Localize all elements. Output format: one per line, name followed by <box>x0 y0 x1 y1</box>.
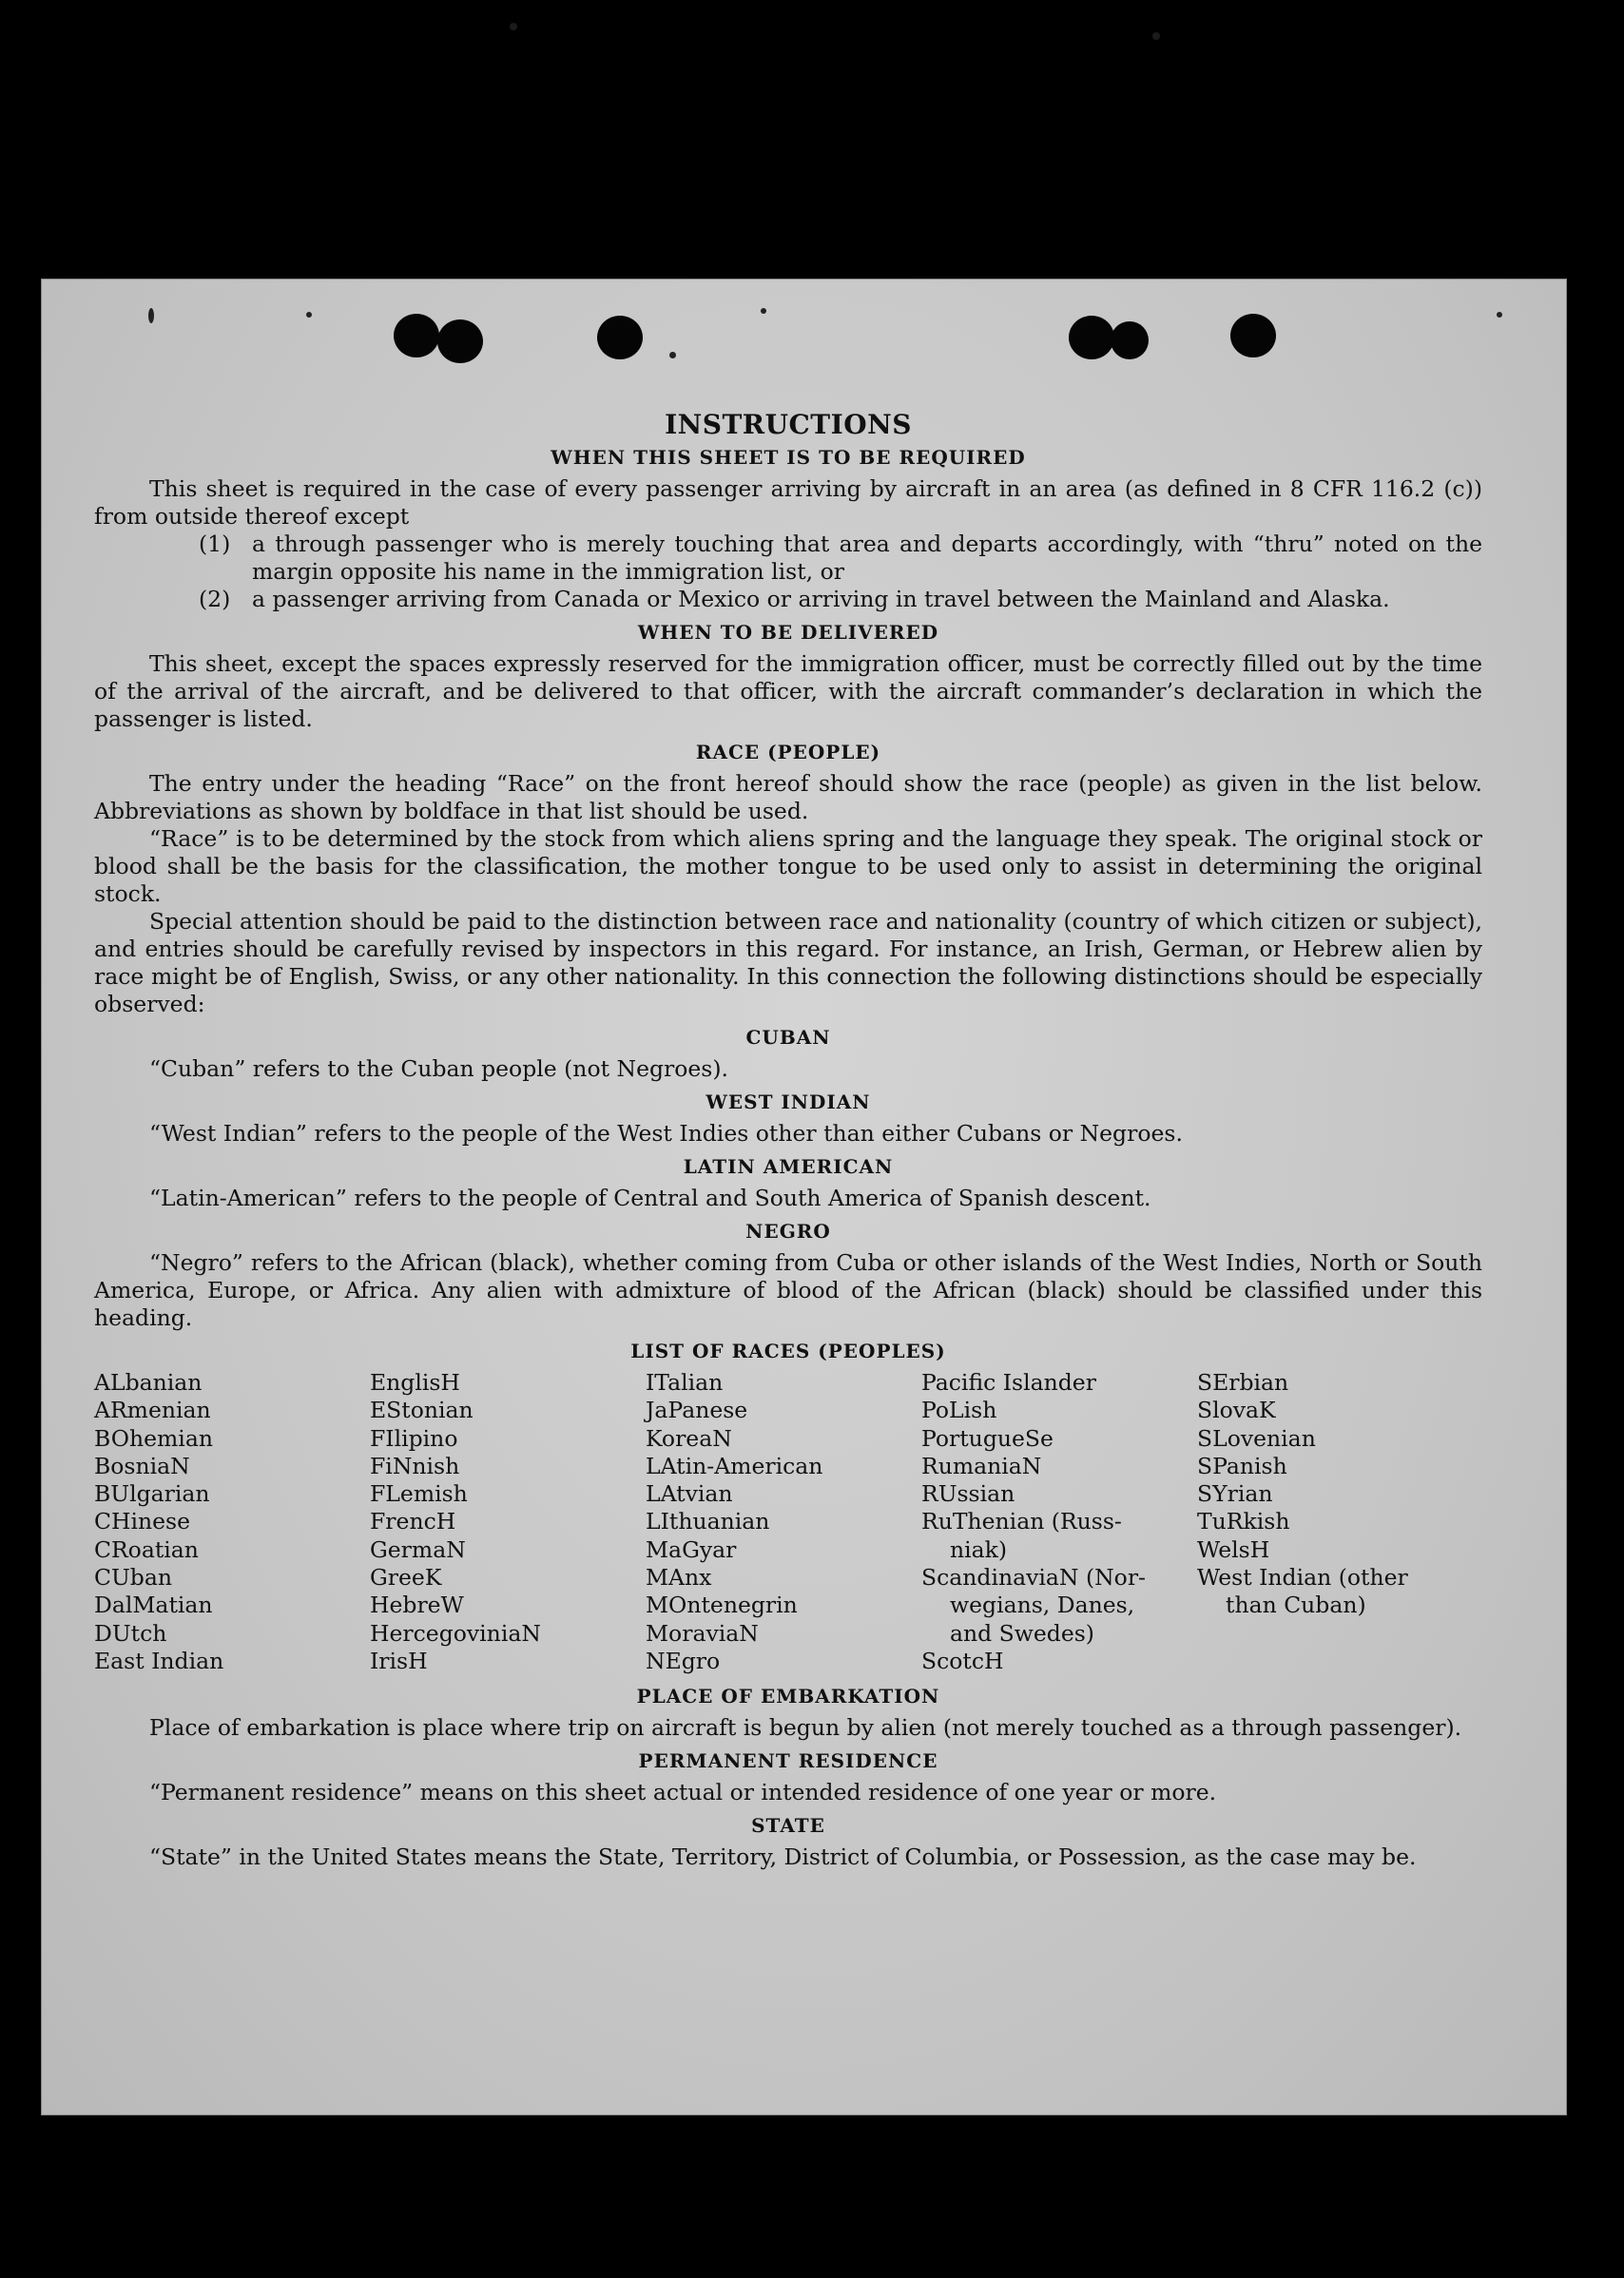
item-text: a passenger arriving from Canada or Mexico or arriving in travel between the Mainland and Alaska. <box>252 586 1390 612</box>
race-entry: MaGyar <box>646 1535 737 1563</box>
race-entry: CUban <box>94 1564 172 1592</box>
section-heading: NEGRO <box>745 1220 831 1243</box>
race-entry: Pacific Islander <box>921 1369 1096 1396</box>
race-entry: ITalian <box>646 1369 724 1396</box>
paragraph: This sheet is required in the case of every passenger arriving by aircraft in an area (as defined in 8 CFR 116.2 (c)) from outside thereof except <box>94 475 1482 530</box>
race-entry: FLemish <box>370 1480 468 1508</box>
race-entry: and Swedes) <box>950 1619 1094 1647</box>
race-entry: PoLish <box>921 1397 997 1424</box>
paragraph: Special attention should be paid to the distinction between race and nationality (country of which citizen or subject), and entries should be carefully revised by inspectors in this regard. For instance, an Irish, German, or Hebrew alien by race might be of English, Swiss, or any other nationality. In this connection the following distinctions should be especially observed: <box>94 908 1482 1017</box>
race-entry: SPanish <box>1197 1452 1287 1479</box>
race-column <box>94 1369 370 1675</box>
section-heading: PERMANENT RESIDENCE <box>638 1749 938 1773</box>
race-entry: DUtch <box>94 1619 167 1647</box>
race-entry: SLovenian <box>1197 1424 1316 1452</box>
race-entry: ALbanian <box>94 1369 203 1396</box>
definition: “West Indian” refers to the people of the West Indies other than either Cubans or Negroes. <box>149 1120 1183 1147</box>
race-entry: KoreaN <box>646 1424 732 1452</box>
race-entry: SErbian <box>1197 1369 1289 1396</box>
race-entry: ARmenian <box>94 1397 211 1424</box>
speck <box>669 352 676 358</box>
race-entry: MoraviaN <box>646 1619 759 1647</box>
list-item <box>94 586 1482 613</box>
race-entry: GreeK <box>370 1564 442 1592</box>
race-entry: DalMatian <box>94 1592 213 1619</box>
section-heading: PLACE OF EMBARKATION <box>636 1685 940 1708</box>
race-entry: wegians, Danes, <box>950 1592 1135 1619</box>
race-entry: FiNnish <box>370 1452 460 1479</box>
speck <box>761 308 766 314</box>
race-entry: CHinese <box>94 1508 190 1535</box>
section-heading: CUBAN <box>745 1026 831 1049</box>
punch-hole <box>437 319 483 363</box>
race-entry: EnglisH <box>370 1369 460 1396</box>
section-heading: WEST INDIAN <box>706 1091 871 1113</box>
paragraph: “Negro” refers to the African (black), whether coming from Cuba or other islands of the West Indies, North or South America, Europe, or Africa. Any alien with admixture of blood of the African (black) should be classified under this heading. <box>94 1249 1482 1331</box>
section-heading: RACE (PEOPLE) <box>695 741 881 763</box>
section-heading: LIST OF RACES (PEOPLES) <box>630 1340 946 1362</box>
race-entry: FIlipino <box>370 1424 458 1452</box>
item-number: (2) <box>199 586 231 612</box>
document-page <box>42 280 1566 2114</box>
race-entry: RuThenian (Russ- <box>921 1508 1122 1535</box>
race-entry: IrisH <box>370 1647 428 1674</box>
race-entry: JaPanese <box>646 1397 748 1424</box>
page-title: INSTRUCTIONS <box>665 409 912 440</box>
race-entry: CRoatian <box>94 1535 199 1563</box>
punch-hole <box>1111 321 1149 359</box>
race-list <box>94 1369 1482 1675</box>
section-heading: WHEN TO BE DELIVERED <box>637 621 939 644</box>
race-entry: LIthuanian <box>646 1508 770 1535</box>
race-entry: SlovaK <box>1197 1397 1276 1424</box>
speck <box>306 312 312 318</box>
race-entry: MAnx <box>646 1564 712 1592</box>
race-entry: HercegoviniaN <box>370 1619 541 1647</box>
item-number: (1) <box>199 531 231 557</box>
race-entry: NEgro <box>646 1647 721 1674</box>
section-heading: WHEN THIS SHEET IS TO BE REQUIRED <box>551 446 1026 469</box>
margin-mark <box>1152 32 1160 40</box>
paragraph: “Race” is to be determined by the stock from which aliens spring and the language they speak. The original stock or blood shall be the basis for the classification, the mother tongue to be used only to assist in determining the original stock. <box>94 825 1482 907</box>
speck <box>148 308 154 323</box>
paragraph: This sheet, except the spaces expressly reserved for the immigration officer, must be correctly filled out by the time of the arrival of the aircraft, and be delivered to that officer, with the aircraft commander’s declaration in which the passenger is listed. <box>94 650 1482 732</box>
race-entry: West Indian (other <box>1197 1564 1408 1592</box>
race-entry: LAtvian <box>646 1480 733 1508</box>
race-entry: RUssian <box>921 1480 1015 1508</box>
race-column <box>370 1369 646 1675</box>
race-entry: East Indian <box>94 1647 224 1674</box>
speck <box>1497 312 1502 318</box>
punch-hole <box>394 314 439 357</box>
definition: “Latin-American” refers to the people of Central and South America of Spanish descent. <box>149 1185 1151 1211</box>
race-entry: RumaniaN <box>921 1452 1042 1479</box>
paragraph: The entry under the heading “Race” on the front hereof should show the race (people) as given in the list below. Abbreviations as shown by boldface in that list should be used. <box>94 770 1482 824</box>
instructions-body <box>94 411 1482 1871</box>
punch-hole <box>1069 316 1114 359</box>
race-entry: BosniaN <box>94 1452 190 1479</box>
definition: “Cuban” refers to the Cuban people (not Negroes). <box>149 1055 729 1082</box>
paragraph: Place of embarkation is place where trip on aircraft is begun by alien (not merely touched as a through passenger). <box>149 1714 1462 1742</box>
punch-hole <box>1230 314 1276 357</box>
race-entry: ScotcH <box>921 1647 1004 1674</box>
race-entry: than Cuban) <box>1226 1592 1366 1619</box>
race-entry: FrencH <box>370 1508 456 1535</box>
race-entry: TuRkish <box>1197 1508 1290 1535</box>
race-column <box>1197 1369 1482 1675</box>
race-entry: niak) <box>950 1535 1008 1563</box>
definition: “Permanent residence” means on this sheet actual or intended residence of one year or more. <box>149 1779 1217 1806</box>
item-text: a through passenger who is merely touching that area and departs accordingly, with “thru” noted on the margin opposite his name in the immigration list, or <box>252 531 1482 585</box>
race-entry: ScandinaviaN (Nor- <box>921 1564 1146 1592</box>
section-heading: STATE <box>751 1814 825 1838</box>
race-entry: GermaN <box>370 1535 466 1563</box>
punch-hole <box>597 316 643 359</box>
race-entry: WelsH <box>1197 1535 1270 1563</box>
race-entry: HebreW <box>370 1592 464 1619</box>
race-entry: EStonian <box>370 1397 474 1424</box>
race-entry: MOntenegrin <box>646 1592 798 1619</box>
margin-mark <box>510 23 517 30</box>
section-heading: LATIN AMERICAN <box>683 1155 894 1178</box>
race-entry: SYrian <box>1197 1480 1273 1508</box>
race-entry: BOhemian <box>94 1424 213 1452</box>
race-column <box>646 1369 921 1675</box>
race-entry: PortugueSe <box>921 1424 1054 1452</box>
list-item <box>94 531 1482 586</box>
race-entry: LAtin-American <box>646 1452 823 1479</box>
race-entry: BUlgarian <box>94 1480 210 1508</box>
paragraph: “State” in the United States means the State, Territory, District of Columbia, or Possession, as the case may be. <box>149 1844 1417 1871</box>
race-column <box>921 1369 1197 1675</box>
